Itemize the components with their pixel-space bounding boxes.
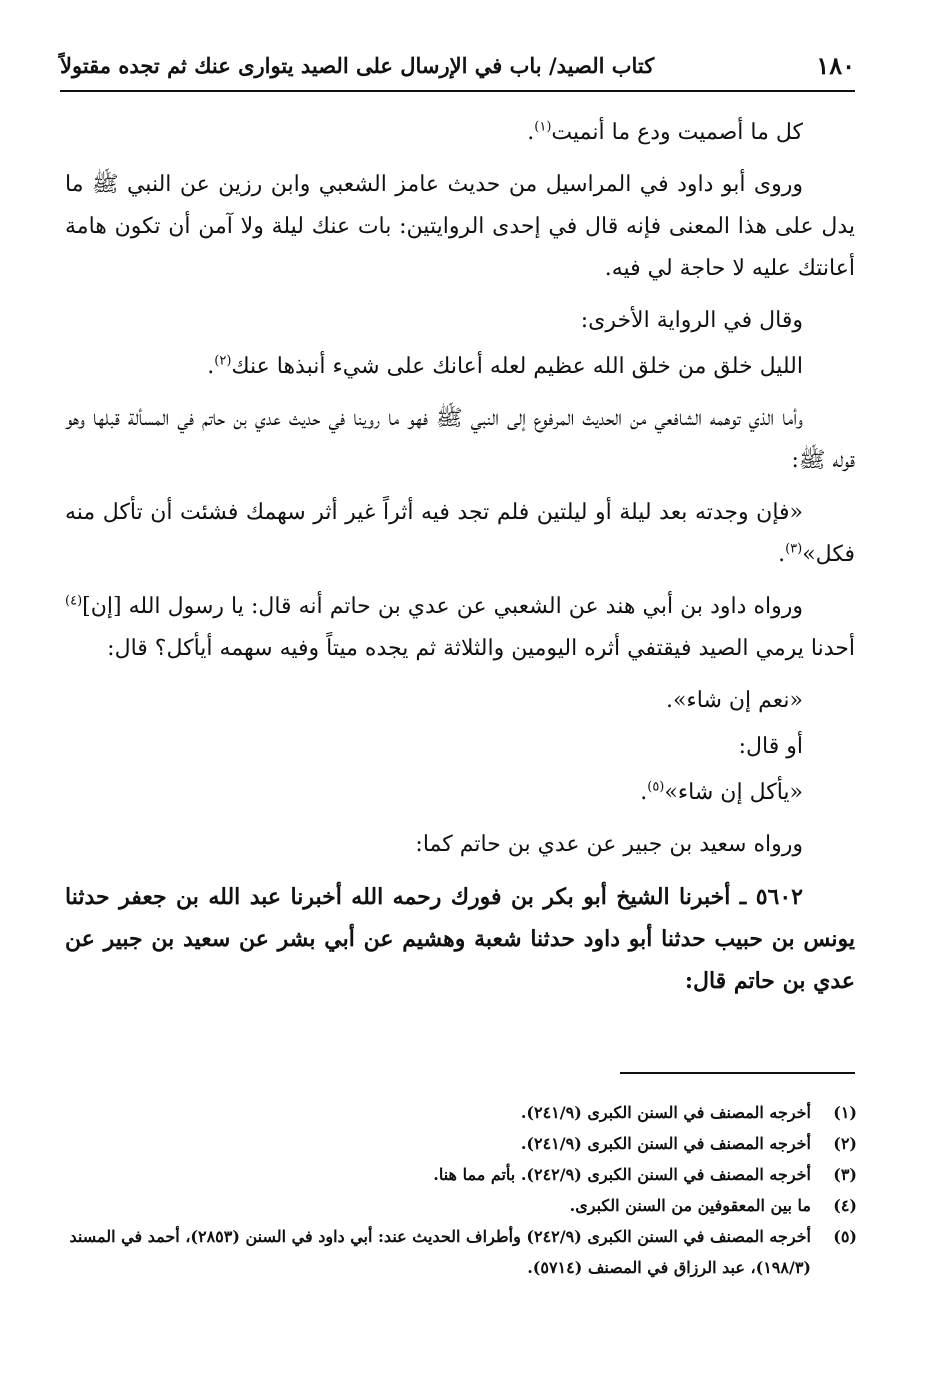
footnote [62, 1159, 857, 1190]
footnote-number: (٥) [833, 1227, 857, 1246]
hadith-paragraph: ٥٦٠٢ ـ أخبرنا الشيخ أبو بكر بن فورك رحمه الله أخبرنا عبد الله بن جعفر حدثنا يونس بن حبيب حدثنا أبو داود حدثنا شعبة وهشيم عن أبي بشر عن سعيد بن جبير عن عدي بن حاتم قال: [65, 884, 855, 994]
page-header [60, 40, 855, 92]
footnote-ref: (٢) [214, 353, 232, 369]
paragraph: أو قال: [738, 734, 803, 759]
footnote-number: (٣) [833, 1165, 857, 1184]
footnote-number: (١) [833, 1103, 857, 1122]
page-number: ١٨٠ [816, 50, 855, 80]
paragraph: ورواه داود بن أبي هند عن الشعبي عن عدي بن حاتم أنه قال: يا رسول الله [إن]$^{(٤)}$ أحدنا يرمي الصيد فيقتفي أثره اليومين والثلاثة ثم يجده ميتاً وفيه سهمه أيأكل؟ قال: [65, 593, 855, 661]
footnote-text: أخرجه المصنف في السنن الكبرى (٢٤١/٩). [520, 1134, 811, 1153]
footnotes [62, 1097, 857, 1283]
footnote [62, 1097, 857, 1128]
footnote-divider [620, 1072, 855, 1074]
main-text [65, 112, 855, 1012]
footnote-text: أخرجه المصنف في السنن الكبرى (٢٤٢/٩) وأطراف الحديث عند: أبي داود في السنن (٢٨٥٣)، أحمد في المسند (١٩٨/٣)، عبد الرزاق في المصنف (٥٧١٤). [69, 1227, 811, 1277]
footnote-ref: (٥) [647, 779, 665, 795]
footnote [62, 1190, 857, 1221]
paragraph: ورواه سعيد بن جبير عن عدي بن حاتم كما: [415, 832, 803, 857]
footnote-ref: (٤) [65, 593, 83, 609]
paragraph: «نعم إن شاء». [665, 688, 803, 713]
running-title: كتاب الصيد/ باب في الإرسال على الصيد يتوارى عنك ثم تجده مقتولاً [60, 52, 655, 78]
paragraph: «فإن وجدته بعد ليلة أو ليلتين فلم تجد فيه أثراً غير أثر سهمك فشئت أن تأكل منه فكل»$^{(٣)}$. [65, 500, 855, 567]
paragraph: وروى أبو داود في المراسيل من حديث عامز الشعبي وابن رزين عن النبي ﷺ ما يدل على هذا المعنى فإنه قال في إحدى الروايتين: بات عنك ليلة ولا آمن أن تكون هامة أعانتك عليه لا حاجة لي فيه. [65, 172, 855, 281]
footnote [62, 1221, 857, 1283]
footnote-ref: (١) [534, 119, 552, 135]
footnote-number: (٤) [833, 1196, 857, 1215]
footnote-text: أخرجه المصنف في السنن الكبرى (٢٤١/٩). [520, 1103, 811, 1122]
paragraph: الليل خلق من خلق الله عظيم لعله أعانك على شيء أنبذها عنك$^{(٢)}$. [207, 353, 803, 379]
paragraph: «يأكل إن شاء»$^{(٥)}$. [640, 779, 803, 805]
footnote-ref: (٣) [785, 541, 803, 557]
footnote [62, 1128, 857, 1159]
footnote-text: أخرجه المصنف في السنن الكبرى (٢٤٢/٩). بأتم مما هنا. [433, 1165, 811, 1184]
footnote-text: ما بين المعقوفين من السنن الكبرى. [569, 1196, 811, 1215]
paragraph: كل ما أصميت ودع ما أنميت$^{(١)}$. [527, 119, 803, 145]
footnote-number: (٢) [833, 1134, 857, 1153]
paragraph: وأما الذي توهمه الشافعي من الحديث المرفوع إلى النبي ﷺ فهو ما روينا في حديث عدي بن حاتم في المسألة قبلها وهو قوله ﷺ: [65, 406, 855, 473]
paragraph: وقال في الرواية الأخرى: [580, 308, 803, 333]
